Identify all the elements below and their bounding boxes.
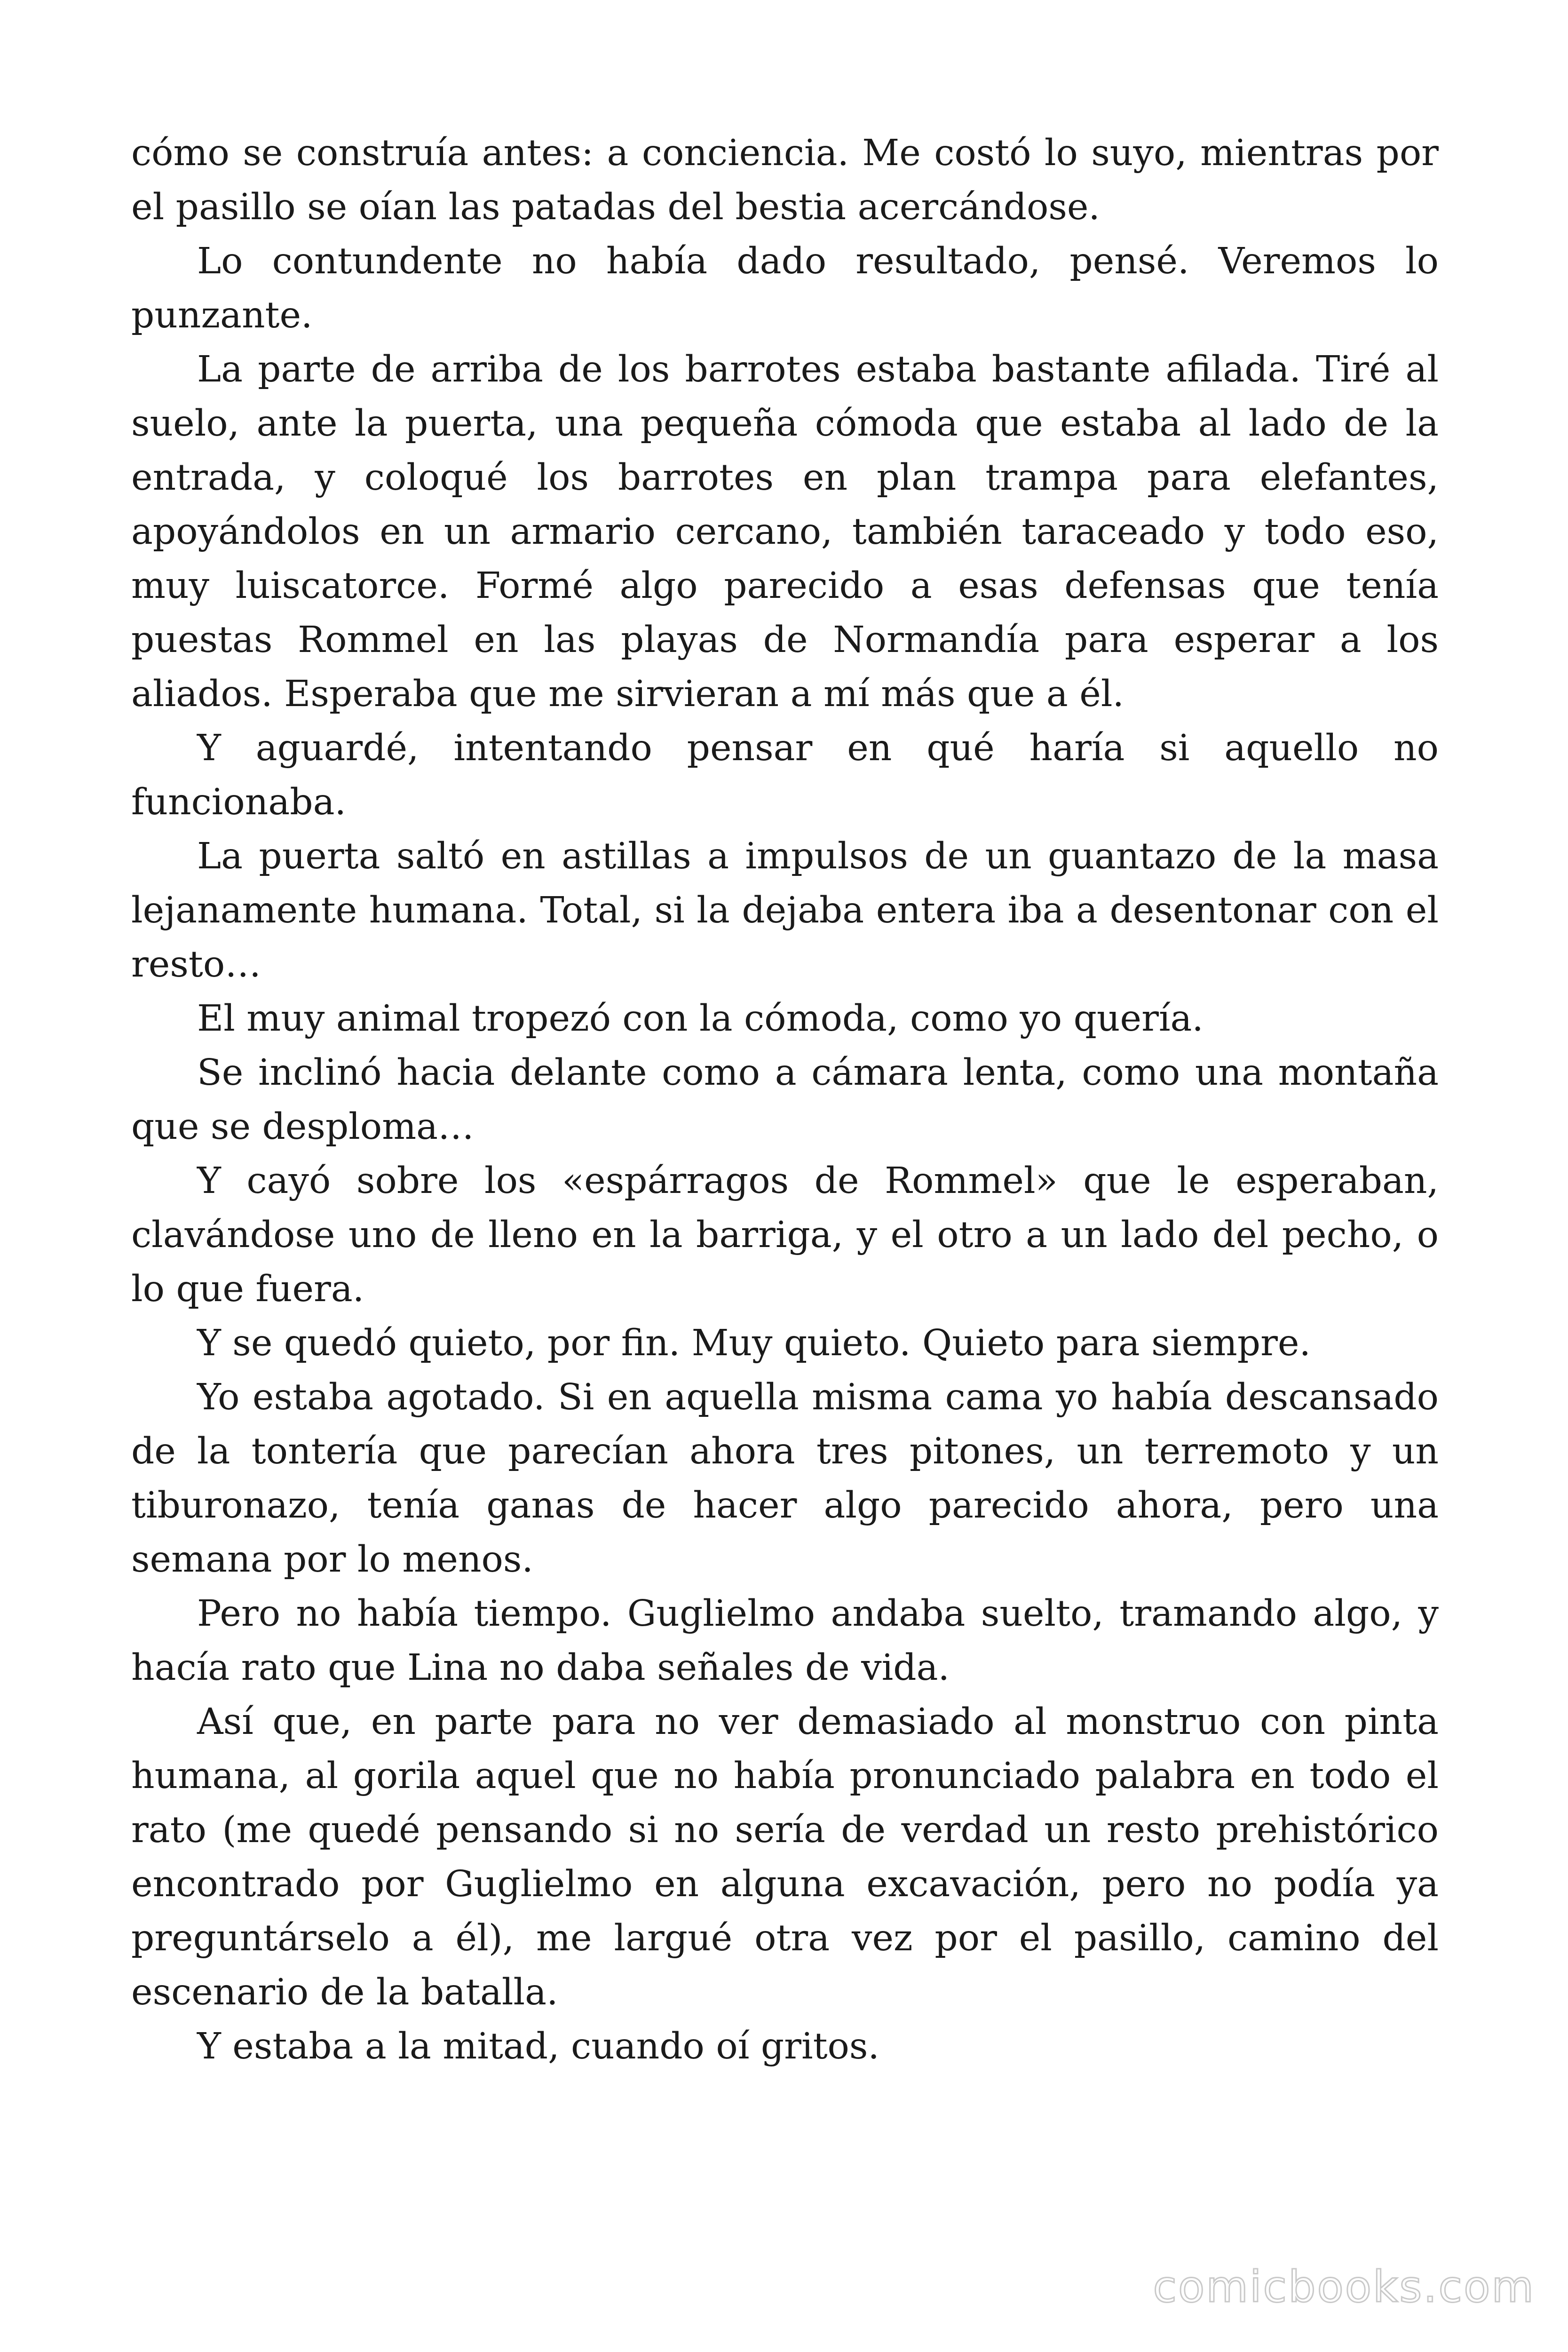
paragraph: La parte de arriba de los barrotes estaba bastante afilada. Tiré al suelo, ante la puerta, una pequeña cómoda que estaba al lado de la entrada, y coloqué los barrotes en plan trampa para elefantes, apoyándolos en un armario cercano, también taraceado y todo eso, muy luiscatorce. Formé algo parecido a esas defensas que tenía puestas Rommel en las playas de Normandía para esperar a los aliados. Esperaba que me sirvieran a mí más que a él. [131,349,1439,715]
paragraph: cómo se construía antes: a conciencia. Me costó lo suyo, mientras por el pasillo se oían las patadas del bestia acercándose. [131,132,1439,228]
paragraph: Así que, en parte para no ver demasiado al monstruo con pinta humana, al gorila aquel que no había pronunciado palabra en todo el rato (me quedé pensando si no sería de verdad un resto prehistórico encontrado por Guglielmo en alguna excavación, pero no podía ya preguntárselo a él), me largué otra vez por el pasillo, camino del escenario de la batalla. [131,1701,1439,2013]
paragraph: La puerta saltó en astillas a impulsos de un guantazo de la masa lejanamente humana. Total, si la dejaba entera iba a desentonar con el resto… [131,835,1439,985]
paragraph: Yo estaba agotado. Si en aquella misma cama yo había descansado de la tontería que parecían ahora tres pitones, un terremoto y un tiburonazo, tenía ganas de hacer algo parecido ahora, pero una semana por lo menos. [131,1376,1439,1581]
watermark: comicbooks.com [1153,2262,1535,2312]
paragraph: Lo contundente no había dado resultado, pensé. Veremos lo punzante. [131,240,1439,336]
body-text [131,126,1439,2074]
paragraph: Y cayó sobre los «espárragos de Rommel» que le esperaban, clavándose uno de lleno en la barriga, y el otro a un lado del pecho, o lo que fuera. [131,1160,1439,1310]
paragraph: Pero no había tiempo. Guglielmo andaba suelto, tramando algo, y hacía rato que Lina no daba señales de vida. [131,1593,1439,1689]
paragraph: Y aguardé, intentando pensar en qué haría si aquello no funcionaba. [131,727,1439,823]
paragraph: Y estaba a la mitad, cuando oí gritos. [197,2026,879,2067]
paragraph: El muy animal tropezó con la cómoda, como yo quería. [197,998,1204,1040]
paragraph: Se inclinó hacia delante como a cámara lenta, como una montaña que se desploma… [131,1052,1439,1148]
paragraph: Y se quedó quieto, por fin. Muy quieto. Quieto para siempre. [197,1322,1311,1364]
